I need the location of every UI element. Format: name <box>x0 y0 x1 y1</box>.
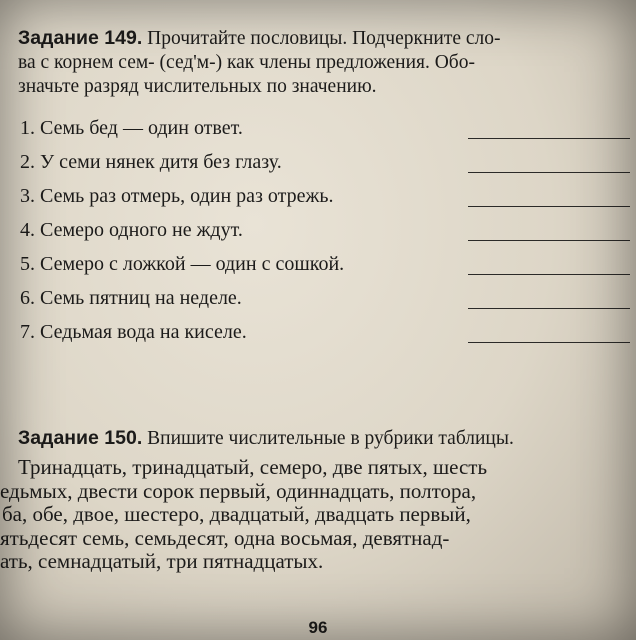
proverb-item <box>20 250 630 284</box>
answer-blank-line[interactable] <box>468 206 630 207</box>
answer-blank-line[interactable] <box>468 274 630 275</box>
page-number: 96 <box>308 618 328 637</box>
proverb-item <box>20 284 630 318</box>
numeral-list-line: Тринадцать, тринадцатый, семеро, две пятых, шесть <box>18 455 488 479</box>
proverb-text: 5. Семеро с ложкой — один с сошкой. <box>20 253 345 275</box>
answer-blank-line[interactable] <box>468 172 630 173</box>
task-149-line-1 <box>18 26 632 51</box>
numeral-list-line: ятьдесят семь, семьдесят, одна восьмая, девятнад- <box>0 525 450 550</box>
answer-blank-line[interactable] <box>468 342 630 343</box>
task-149-number: Задание 149. <box>18 27 143 49</box>
proverb-item <box>20 148 630 182</box>
numeral-list-line: едьмых, двести сорок первый, одиннадцать, полтора, <box>0 478 477 503</box>
task-149-instruction-3: значьте разряд числительных по значению. <box>18 76 377 97</box>
task-150-instruction: Впишите числительные в рубрики таблицы. <box>147 428 514 449</box>
task-150-numeral-list <box>0 456 636 574</box>
task-149-header <box>18 26 632 99</box>
proverb-text: 7. Седьмая вода на киселе. <box>20 321 247 343</box>
proverb-text: 4. Семеро одного не ждут. <box>20 219 243 241</box>
proverb-text: 6. Семь пятниц на неделе. <box>20 287 242 309</box>
task-149-instruction-2: ва с корнем сем- (сед'м-) как члены предложения. Обо- <box>18 52 475 73</box>
numeral-list-line: ать, семнадцатый, три пятнадцатых. <box>0 549 324 573</box>
proverb-list <box>20 114 630 352</box>
task-150-header <box>18 426 632 451</box>
proverb-item <box>20 318 630 352</box>
proverb-item <box>20 182 630 216</box>
task-150-number: Задание 150. <box>18 427 143 449</box>
numeral-list-line: ба, обе, двое, шестеро, двадцатый, двадцать первый, <box>2 502 471 526</box>
answer-blank-line[interactable] <box>468 138 630 139</box>
proverb-item <box>20 216 630 250</box>
answer-blank-line[interactable] <box>468 240 630 241</box>
proverb-item <box>20 114 630 148</box>
proverb-text: 3. Семь раз отмерь, один раз отрежь. <box>20 185 334 207</box>
task-149-instruction-1: Прочитайте пословицы. Подчеркните сло- <box>147 28 501 49</box>
proverb-text: 1. Семь бед — один ответ. <box>20 117 243 139</box>
answer-blank-line[interactable] <box>468 308 630 309</box>
proverb-text: 2. У семи нянек дитя без глазу. <box>20 151 282 173</box>
